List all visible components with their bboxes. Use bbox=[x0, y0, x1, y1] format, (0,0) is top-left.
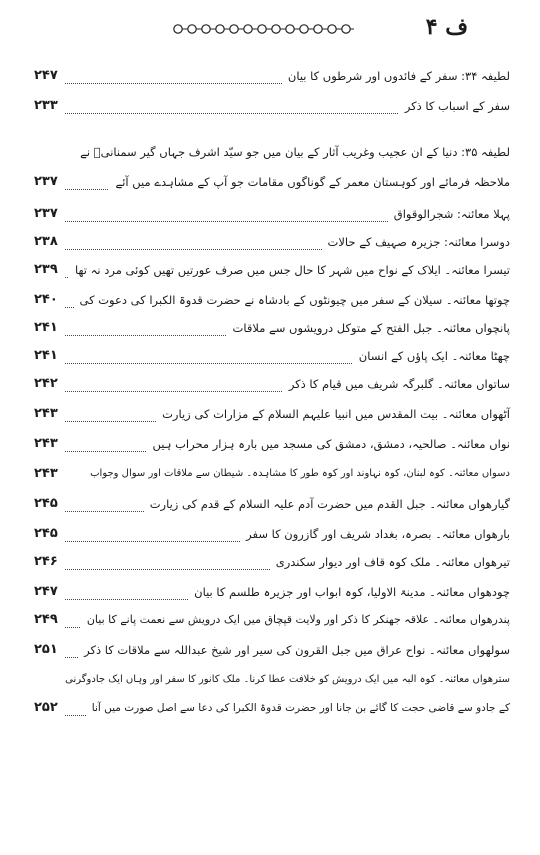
toc-entry-title: لطیفہ ۳۴: سفر کے فائدوں اور شرطوں کا بیان bbox=[282, 66, 510, 86]
toc-page-number: ۲۳۹ bbox=[34, 260, 64, 280]
toc-page-number: ۲۴۳ bbox=[34, 434, 64, 454]
toc-page-number: ۲۴۶ bbox=[34, 552, 64, 572]
toc-entry bbox=[34, 582, 510, 602]
toc-page-number: ۲۵۲ bbox=[34, 698, 64, 718]
toc-page-number: ۲۳۸ bbox=[34, 232, 64, 252]
toc-page-number: ۲۴۱ bbox=[34, 318, 64, 338]
toc-entry-title: سولھواں معائنہ۔ نواح عراق میں جبل القرون کی سیر اور شیخ عبداللہ سے ملاقات کا ذکر bbox=[78, 640, 510, 660]
toc-page-number: ۲۴۲ bbox=[34, 374, 64, 394]
toc-page-number: ۲۴۱ bbox=[34, 346, 64, 366]
toc-entry-title: سترھواں معائنہ۔ کوہ البہ میں ایک درویش کو خلافت عطا کرنا۔ ملک کانور کا سفر اور وہاں ایک جادوگرنی bbox=[59, 670, 510, 690]
toc-entry-title: کے جادو سے قاضی حجت کا گائے بن جانا اور حضرت قدوۃ الکبرا کی دعا سے اصل صورت میں آنا bbox=[86, 698, 510, 718]
toc-entry-title: سفر کے اسباب کا ذکر bbox=[399, 96, 510, 116]
toc-entry bbox=[34, 96, 510, 116]
toc-entry bbox=[34, 142, 510, 162]
toc-entry bbox=[34, 610, 510, 630]
toc-entry bbox=[34, 290, 510, 310]
toc-page-number: ۲۵۱ bbox=[34, 640, 64, 660]
toc-entry bbox=[34, 204, 510, 224]
toc-entry bbox=[34, 698, 510, 718]
toc-entry-title: لطیفہ ۳۵: دنیا کے ان عجیب وغریب آثار کے بیان میں جو سیّد اشرف جہاں گیر سمنانیؒ نے bbox=[74, 142, 510, 162]
toc-page-number: ۲۴۰ bbox=[34, 290, 64, 310]
toc-entry bbox=[34, 260, 510, 280]
toc-entry-title: نواں معائنہ۔ صالحیہ، دمشق، دمشق کی مسجد میں بارہ ہزار محراب ہیں bbox=[146, 434, 510, 454]
toc-entry-title: پہلا معائنہ: شجرالوقواق bbox=[388, 204, 510, 224]
toc-entry bbox=[34, 374, 510, 394]
toc-page-number: ۲۴۳ bbox=[34, 404, 64, 424]
toc-entry bbox=[34, 552, 510, 572]
toc-entry-title: گیارھواں معائنہ۔ جبل القدم میں حضرت آدم علیہ السلام کے قدم کی زیارت bbox=[144, 494, 510, 514]
toc-page-number: ۲۴۹ bbox=[34, 610, 64, 630]
toc-entry bbox=[34, 640, 510, 660]
toc-entry-title: پندرھواں معائنہ۔ علاقہ جھنکر کا ذکر اور ولایت قپچاق میں ایک درویش سے نعمت پانے کا بیان bbox=[81, 610, 510, 630]
toc-entry bbox=[34, 172, 510, 192]
toc-entry-title: دسواں معائنہ۔ کوہ لبنان، کوہ نہاوند اور کوہ طور کا مشاہدہ۔ شیطان سے ملاقات اور سوال وجواب bbox=[84, 464, 510, 484]
toc-page-number: ۲۴۳ bbox=[34, 464, 64, 484]
toc-page-number: ۲۳۷ bbox=[34, 204, 64, 224]
toc-page-number: ۲۴۷ bbox=[34, 582, 64, 602]
toc-entry bbox=[34, 232, 510, 252]
toc-entry-title: آٹھواں معائنہ۔ بیت المقدس میں انبیا علیہم السلام کے مزارات کی زیارت bbox=[156, 404, 510, 424]
toc-entry bbox=[34, 464, 510, 484]
toc-entry-title: پانچواں معائنہ۔ جبل الفتح کے متوکل درویشوں سے ملاقات bbox=[227, 318, 510, 338]
toc-page-number: ۲۴۷ bbox=[34, 66, 64, 86]
toc-entry bbox=[34, 494, 510, 514]
page-folio: ف ۴ bbox=[425, 14, 468, 40]
toc-entry bbox=[34, 524, 510, 544]
toc-entry bbox=[34, 670, 510, 690]
toc-page-number: ۲۴۵ bbox=[34, 524, 64, 544]
toc-entry-title: چودھواں معائنہ۔ مدینۃ الاولیا، کوہ ابواب اور جزیرہ طلسم کا بیان bbox=[188, 582, 510, 602]
toc-entry bbox=[34, 318, 510, 338]
toc-page-number: ۲۳۳ bbox=[34, 96, 64, 116]
toc-entry bbox=[34, 404, 510, 424]
toc-entry-title: چھٹا معائنہ۔ ایک پاؤں کے انسان bbox=[353, 346, 510, 366]
toc-entry bbox=[34, 434, 510, 454]
toc-entry-title: چوتھا معائنہ۔ سیلان کے سفر میں چیونٹوں کے بادشاہ نے حضرت قدوۃ الکبرا کی دعوت کی bbox=[74, 290, 511, 310]
toc-page-number: ۲۴۵ bbox=[34, 494, 64, 514]
toc-entry-title: تیرھواں معائنہ۔ ملک کوہ قاف اور دیوار سکندری bbox=[270, 552, 510, 572]
toc-entry-title: دوسرا معائنہ: جزیرہ صہیف کے حالات bbox=[322, 232, 510, 252]
toc-entry-title: ساتواں معائنہ۔ گلبرگہ شریف میں قیام کا ذکر bbox=[283, 374, 510, 394]
toc-entry bbox=[34, 66, 510, 86]
toc-page-number: ۲۳۷ bbox=[34, 172, 64, 192]
toc-entry bbox=[34, 346, 510, 366]
toc-entry-title: بارھواں معائنہ۔ بصرہ، بغداد شریف اور گازرون کا سفر bbox=[240, 524, 510, 544]
toc-entry-title: ملاحظہ فرمائے اور کوہستان معمر کے گوناگوں مقامات جو آپ کے مشاہدے میں آئے bbox=[109, 172, 510, 192]
toc-entry-title: تیسرا معائنہ۔ ایلاک کے نواح میں شہر کا حال جس میں صرف عورتیں تھیں کوئی مرد نہ تھا bbox=[69, 260, 510, 280]
